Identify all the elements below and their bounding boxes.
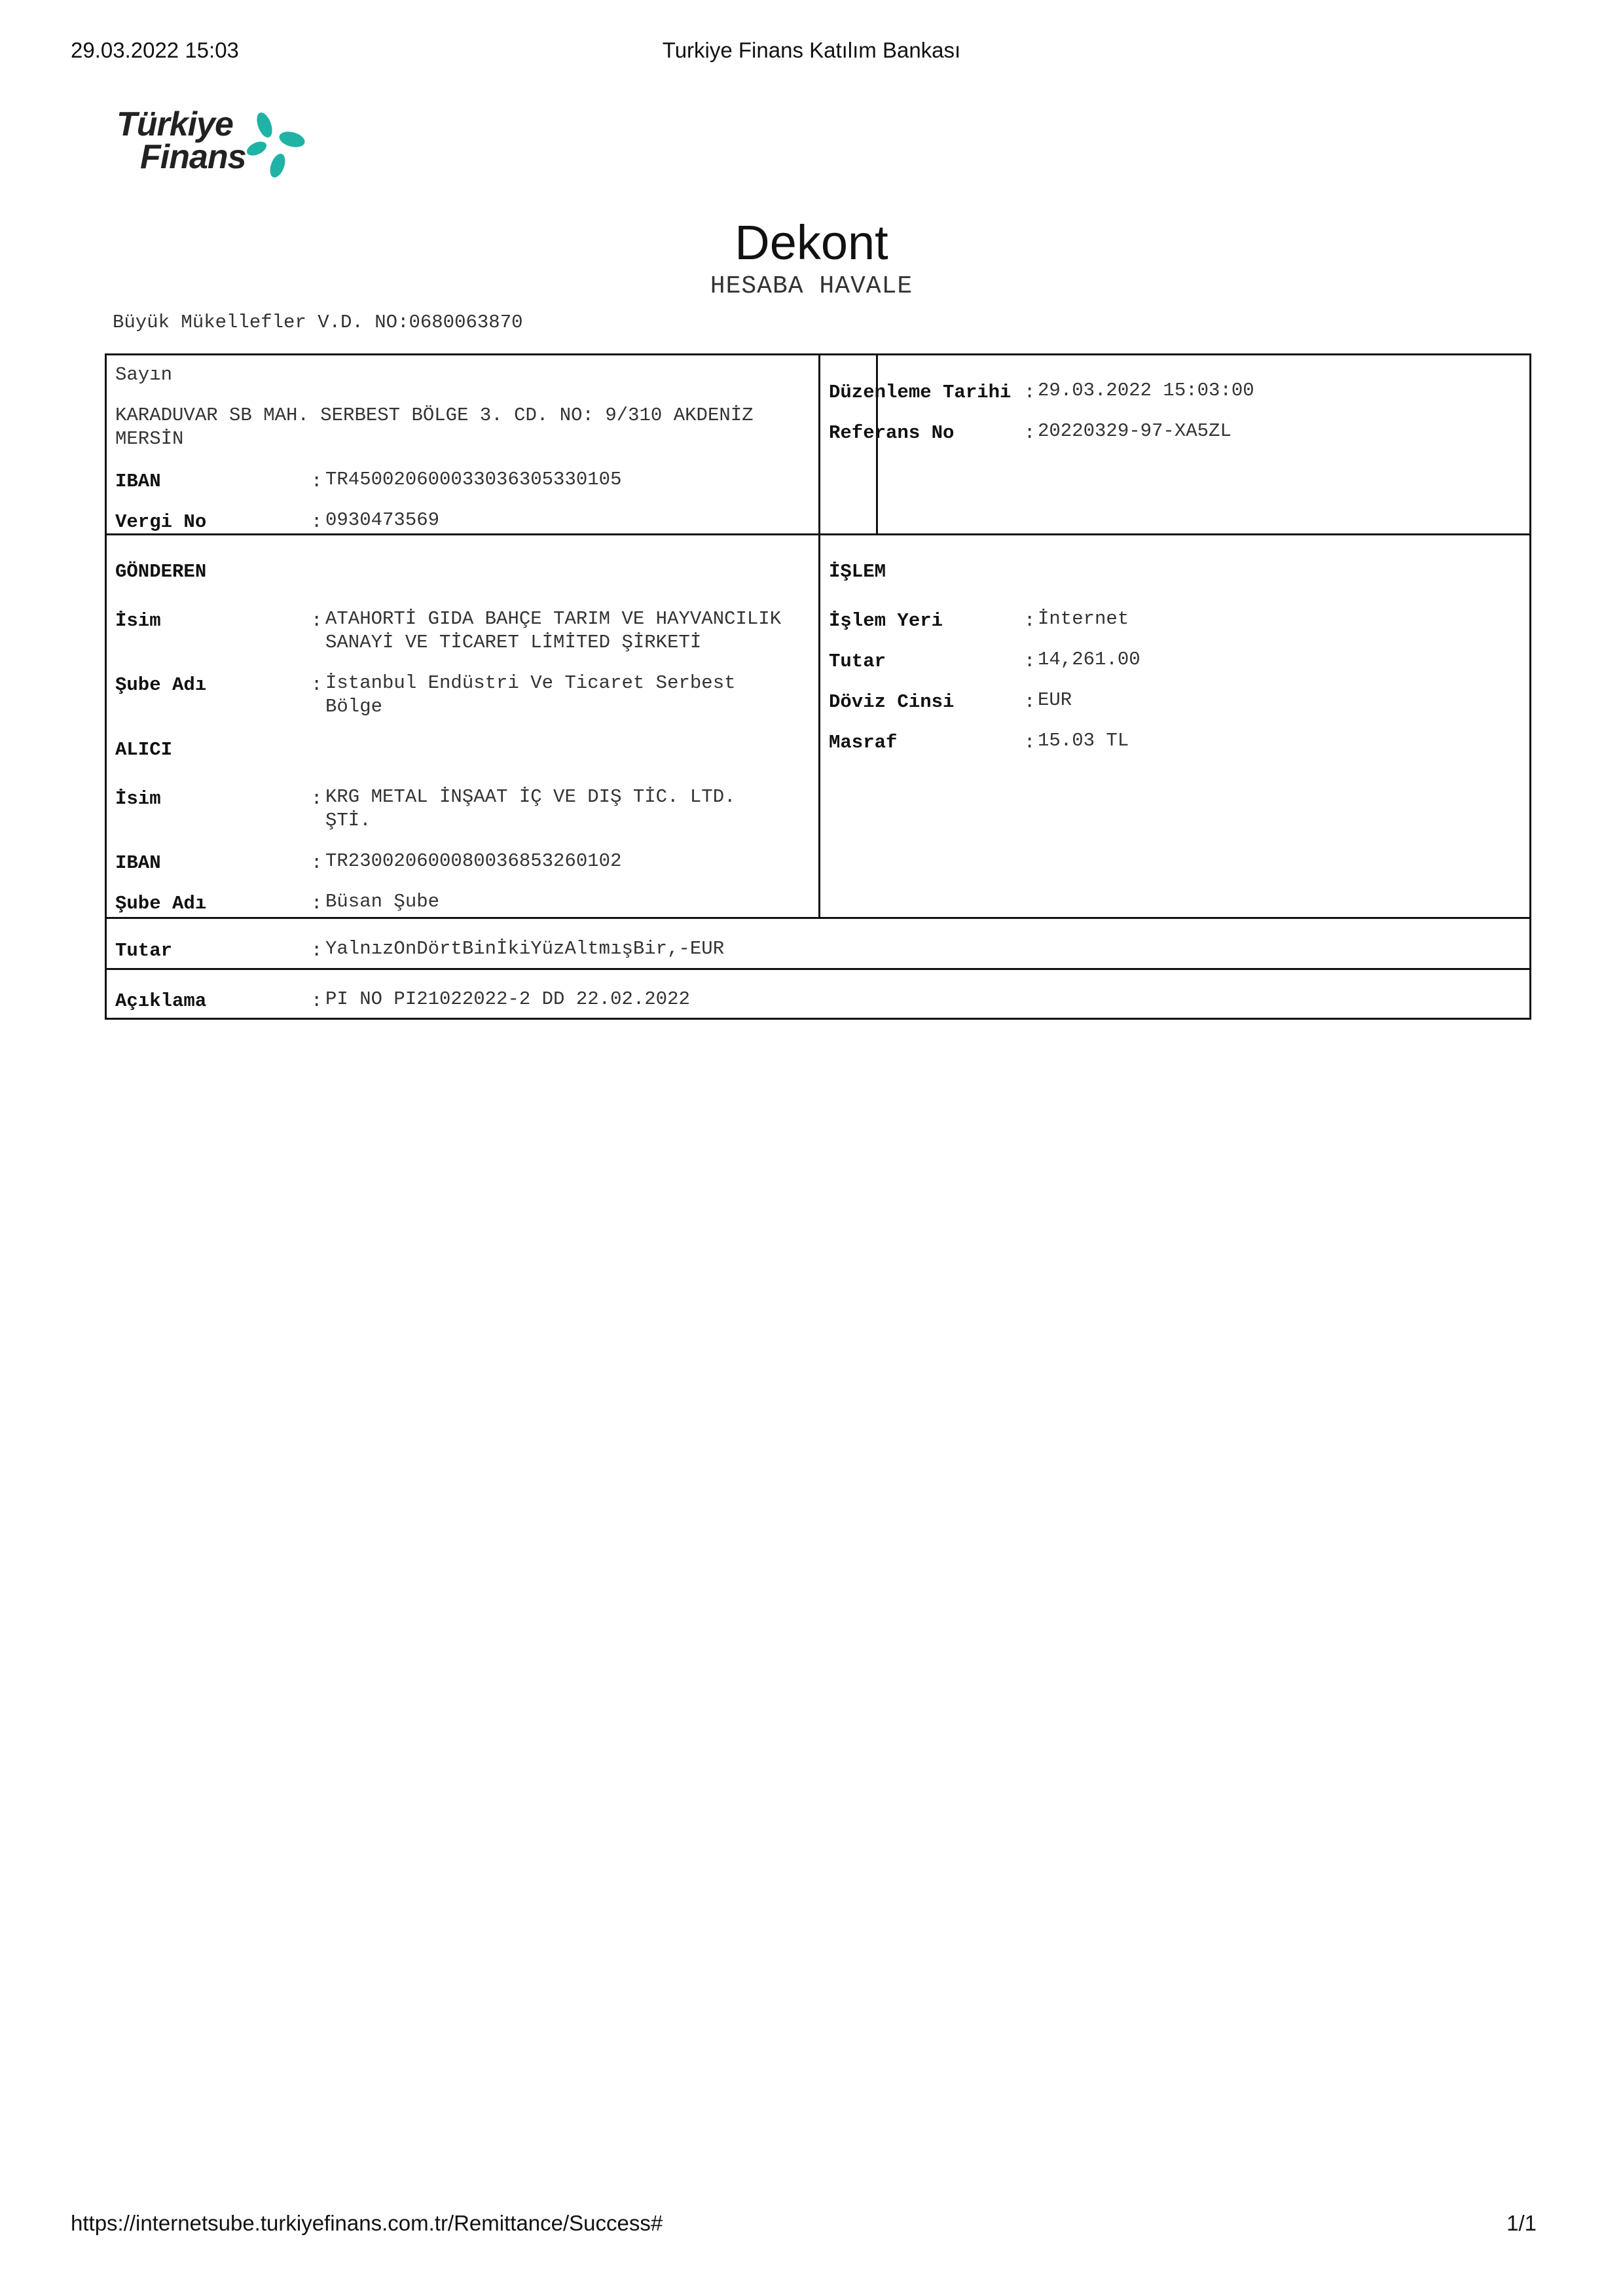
customer-address-line2: MERSİN xyxy=(115,428,184,450)
receiver-heading: ALICI xyxy=(115,739,173,761)
leaf-icon xyxy=(245,109,310,181)
transaction-place-value: İnternet xyxy=(1038,608,1129,630)
receiver-branch-label: Şube Adı xyxy=(115,893,207,914)
transaction-box xyxy=(818,533,1531,919)
colon: : xyxy=(1024,651,1036,672)
print-datetime: 29.03.2022 15:03 xyxy=(71,38,239,62)
receiver-name-label: İsim xyxy=(115,788,161,810)
issue-date-value: 29.03.2022 15:03:00 xyxy=(1038,380,1254,401)
parties-box xyxy=(105,533,820,919)
reference-no-value: 20220329-97-XA5ZL xyxy=(1038,420,1231,442)
total-amount-words: YalnızOnDörtBinİkiYüzAltmışBir,-EUR xyxy=(325,938,725,960)
receiver-iban-label: IBAN xyxy=(115,852,161,874)
sender-name-line1: ATAHORTİ GIDA BAHÇE TARIM VE HAYVANCILIK xyxy=(325,608,782,630)
description-value: PI NO PI21022022-2 DD 22.02.2022 xyxy=(325,988,690,1010)
sender-name-line2: SANAYİ VE TİCARET LİMİTED ŞİRKETİ xyxy=(325,632,702,653)
colon: : xyxy=(311,940,323,961)
transaction-fee-label: Masraf xyxy=(829,732,898,753)
transaction-amount-value: 14,261.00 xyxy=(1038,649,1140,670)
salutation: Sayın xyxy=(115,364,173,386)
amount-words-box xyxy=(105,917,1531,970)
transaction-currency-label: Döviz Cinsi xyxy=(829,691,955,713)
colon: : xyxy=(1024,732,1036,753)
issue-date-label: Düzenleme Tarihi xyxy=(829,382,1012,403)
colon: : xyxy=(311,610,323,632)
transaction-currency-value: EUR xyxy=(1038,689,1072,711)
transaction-place-label: İşlem Yeri xyxy=(829,610,943,632)
logo-line1: Türkiye xyxy=(117,105,233,143)
description-label: Açıklama xyxy=(115,990,207,1012)
sender-name-label: İsim xyxy=(115,610,161,632)
issue-info-box xyxy=(818,353,1531,535)
logo-wordmark xyxy=(117,105,246,176)
colon: : xyxy=(311,990,323,1012)
transaction-fee-value: 15.03 TL xyxy=(1038,730,1129,751)
colon: : xyxy=(311,893,323,914)
page-title: Dekont xyxy=(735,215,888,270)
colon: : xyxy=(1024,422,1036,444)
logo-line2: Finans xyxy=(140,138,246,176)
customer-address-line1: KARADUVAR SB MAH. SERBEST BÖLGE 3. CD. NO: 9/310 AKDENİZ xyxy=(115,404,754,426)
tax-no-label: Vergi No xyxy=(115,511,207,533)
receiver-branch-value: Büsan Şube xyxy=(325,891,440,912)
print-url: https://internetsube.turkiyefinans.com.tr/Remittance/Success# xyxy=(71,2211,663,2235)
colon: : xyxy=(1024,382,1036,403)
receiver-name-line1: KRG METAL İNŞAAT İÇ VE DIŞ TİC. LTD. xyxy=(325,786,736,808)
description-box xyxy=(105,968,1531,1020)
transaction-heading: İŞLEM xyxy=(829,561,886,583)
total-amount-label: Tutar xyxy=(115,940,173,961)
colon: : xyxy=(1024,610,1036,632)
colon: : xyxy=(311,471,323,492)
colon: : xyxy=(311,788,323,810)
sender-branch-label: Şube Adı xyxy=(115,674,207,696)
turkiye-finans-logo xyxy=(117,105,313,190)
customer-iban-value: TR450020600033036305330105 xyxy=(325,469,622,490)
sender-branch-line2: Bölge xyxy=(325,696,383,717)
colon: : xyxy=(311,511,323,533)
print-bank-name: Turkiye Finans Katılım Bankası xyxy=(662,38,961,62)
customer-iban-label: IBAN xyxy=(115,471,161,492)
receiver-iban-value: TR230020600080036853260102 xyxy=(325,850,622,872)
page-number: 1/1 xyxy=(1506,2211,1537,2235)
customer-info-box xyxy=(105,353,878,535)
receiver-name-line2: ŞTİ. xyxy=(325,810,371,831)
sender-branch-line1: İstanbul Endüstri Ve Ticaret Serbest xyxy=(325,672,736,694)
tax-office-line: Büyük Mükellefler V.D. NO:0680063870 xyxy=(113,312,523,333)
reference-no-label: Referans No xyxy=(829,422,955,444)
colon: : xyxy=(311,674,323,696)
tax-no-value: 0930473569 xyxy=(325,509,440,531)
document-subtitle: HESABA HAVALE xyxy=(710,272,913,300)
colon: : xyxy=(311,852,323,874)
sender-heading: GÖNDEREN xyxy=(115,561,207,583)
colon: : xyxy=(1024,691,1036,713)
transaction-amount-label: Tutar xyxy=(829,651,886,672)
